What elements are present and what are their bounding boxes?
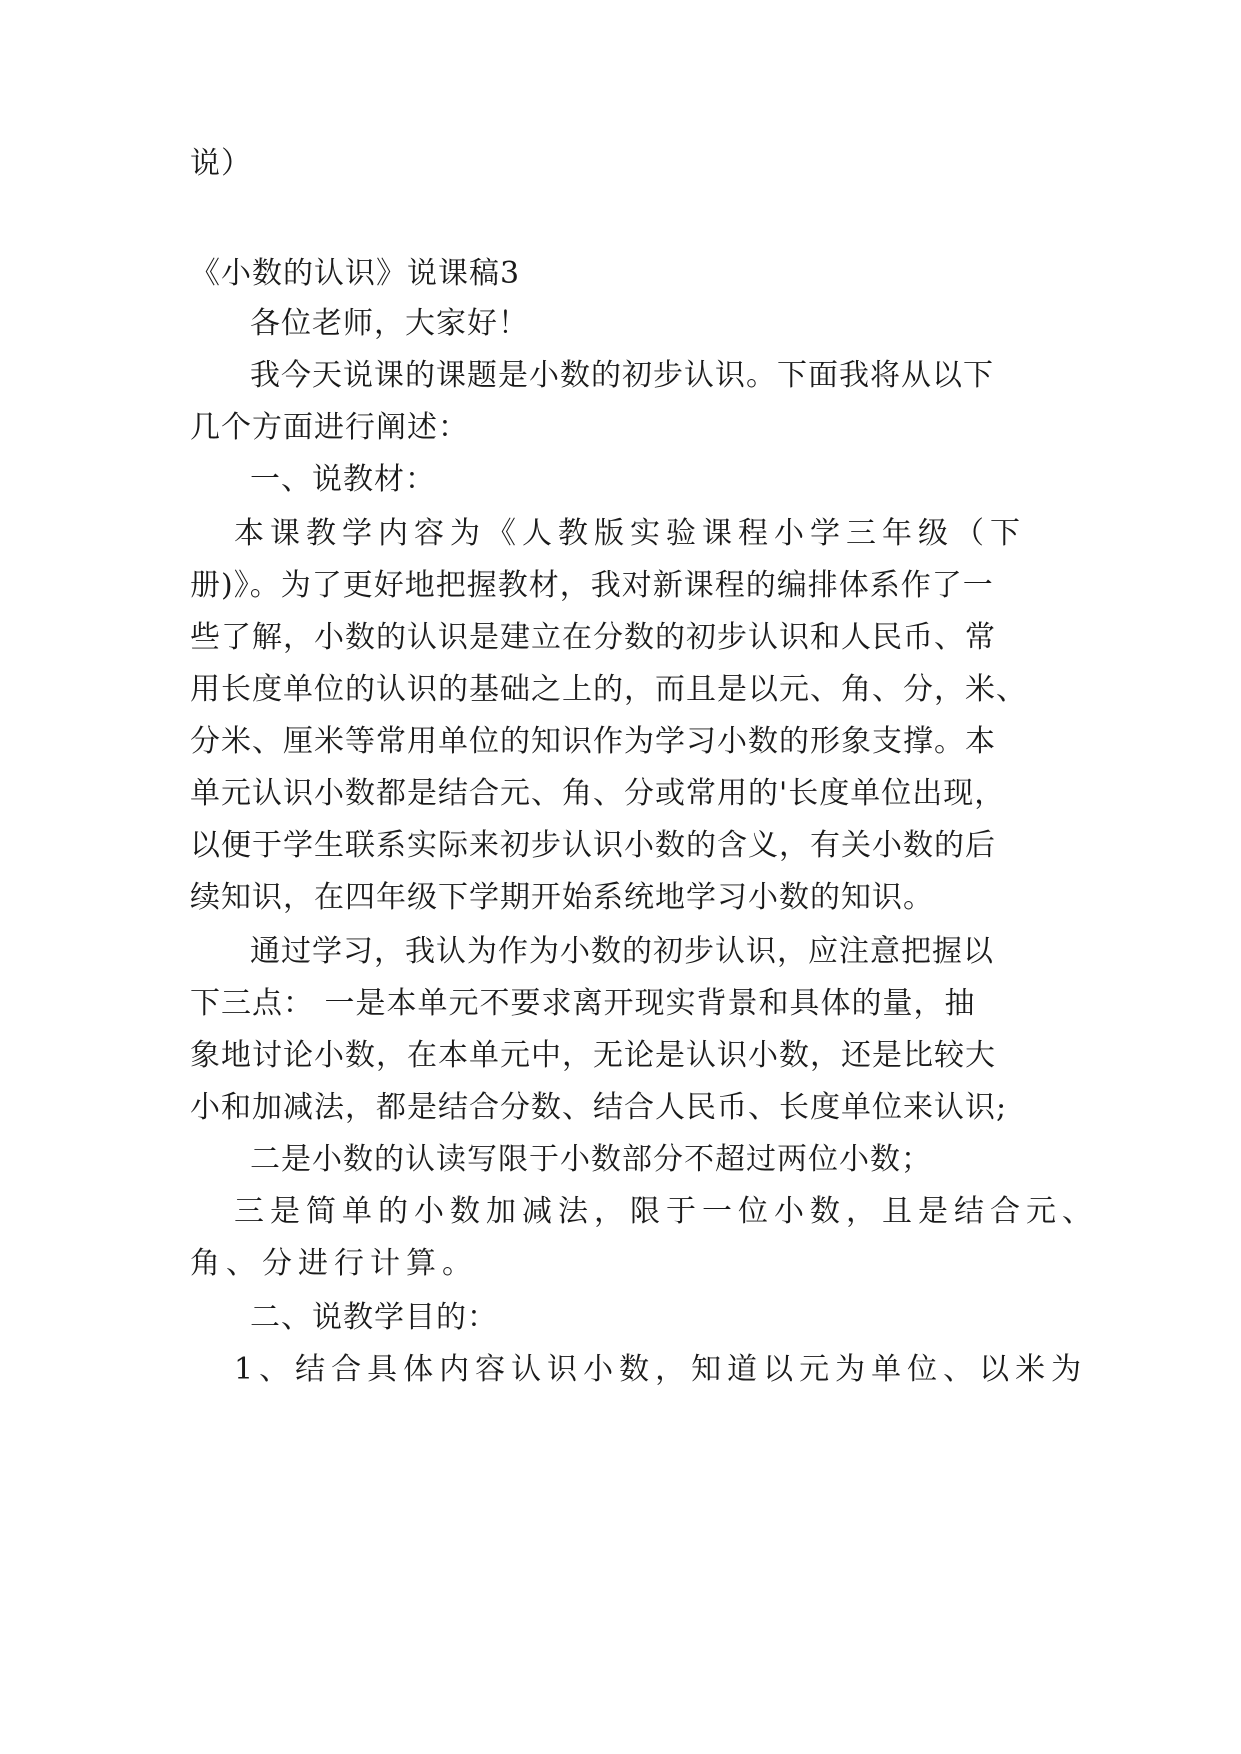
paragraph-line: 象地讨论小数，在本单元中，无论是认识小数，还是比较大 bbox=[190, 1038, 996, 1073]
paragraph-line: 二是小数的认读写限于小数部分不超过两位小数； bbox=[250, 1142, 932, 1177]
paragraph-line: 通过学习，我认为作为小数的初步认识，应注意把握以 bbox=[250, 934, 994, 969]
paragraph-line: 本课教学内容为《人教版实验课程小学三年级（下 bbox=[234, 516, 1026, 551]
paragraph-line: 用长度单位的认识的基础之上的，而且是以元、角、分，米、 bbox=[190, 672, 1027, 707]
paragraph-line: 册)》。为了更好地把握教材，我对新课程的编排体系作了一 bbox=[190, 568, 994, 603]
paragraph-line: 小和加减法，都是结合分数、结合人民币、长度单位来认识; bbox=[190, 1090, 1008, 1125]
paragraph-line: 几个方面进行阐述： bbox=[190, 410, 469, 445]
paragraph-line: 续知识，在四年级下学期开始系统地学习小数的知识。 bbox=[190, 880, 934, 915]
text-fragment: 说） bbox=[190, 146, 252, 181]
paragraph-line: 以便于学生联系实际来初步认识小数的含义，有关小数的后 bbox=[190, 828, 996, 863]
paragraph-line: 下三点： 一是本单元不要求离开现实背景和具体的量，抽 bbox=[190, 986, 976, 1021]
paragraph-line: 三是简单的小数加减法，限于一位小数，且是结合元、 bbox=[234, 1194, 1098, 1229]
paragraph-line: 些了解，小数的认识是建立在分数的初步认识和人民币、常 bbox=[190, 620, 996, 655]
paragraph-line: 分米、厘米等常用单位的知识作为学习小数的形象支撑。本 bbox=[190, 724, 996, 759]
section-heading: 二、说教学目的： bbox=[250, 1300, 498, 1335]
greeting-line: 各位老师，大家好！ bbox=[250, 306, 529, 341]
document-title: 《小数的认识》说课稿3 bbox=[190, 256, 521, 291]
section-heading: 一、说教材： bbox=[250, 462, 436, 497]
paragraph-line: 1、结合具体内容认识小数，知道以元为单位、以米为 bbox=[234, 1352, 1088, 1387]
paragraph-line: 角、分进行计算。 bbox=[190, 1246, 478, 1281]
paragraph-line: 我今天说课的课题是小数的初步认识。下面我将从以下 bbox=[250, 358, 994, 393]
paragraph-line: 单元认识小数都是结合元、角、分或常用的'长度单位出现， bbox=[190, 776, 1006, 811]
